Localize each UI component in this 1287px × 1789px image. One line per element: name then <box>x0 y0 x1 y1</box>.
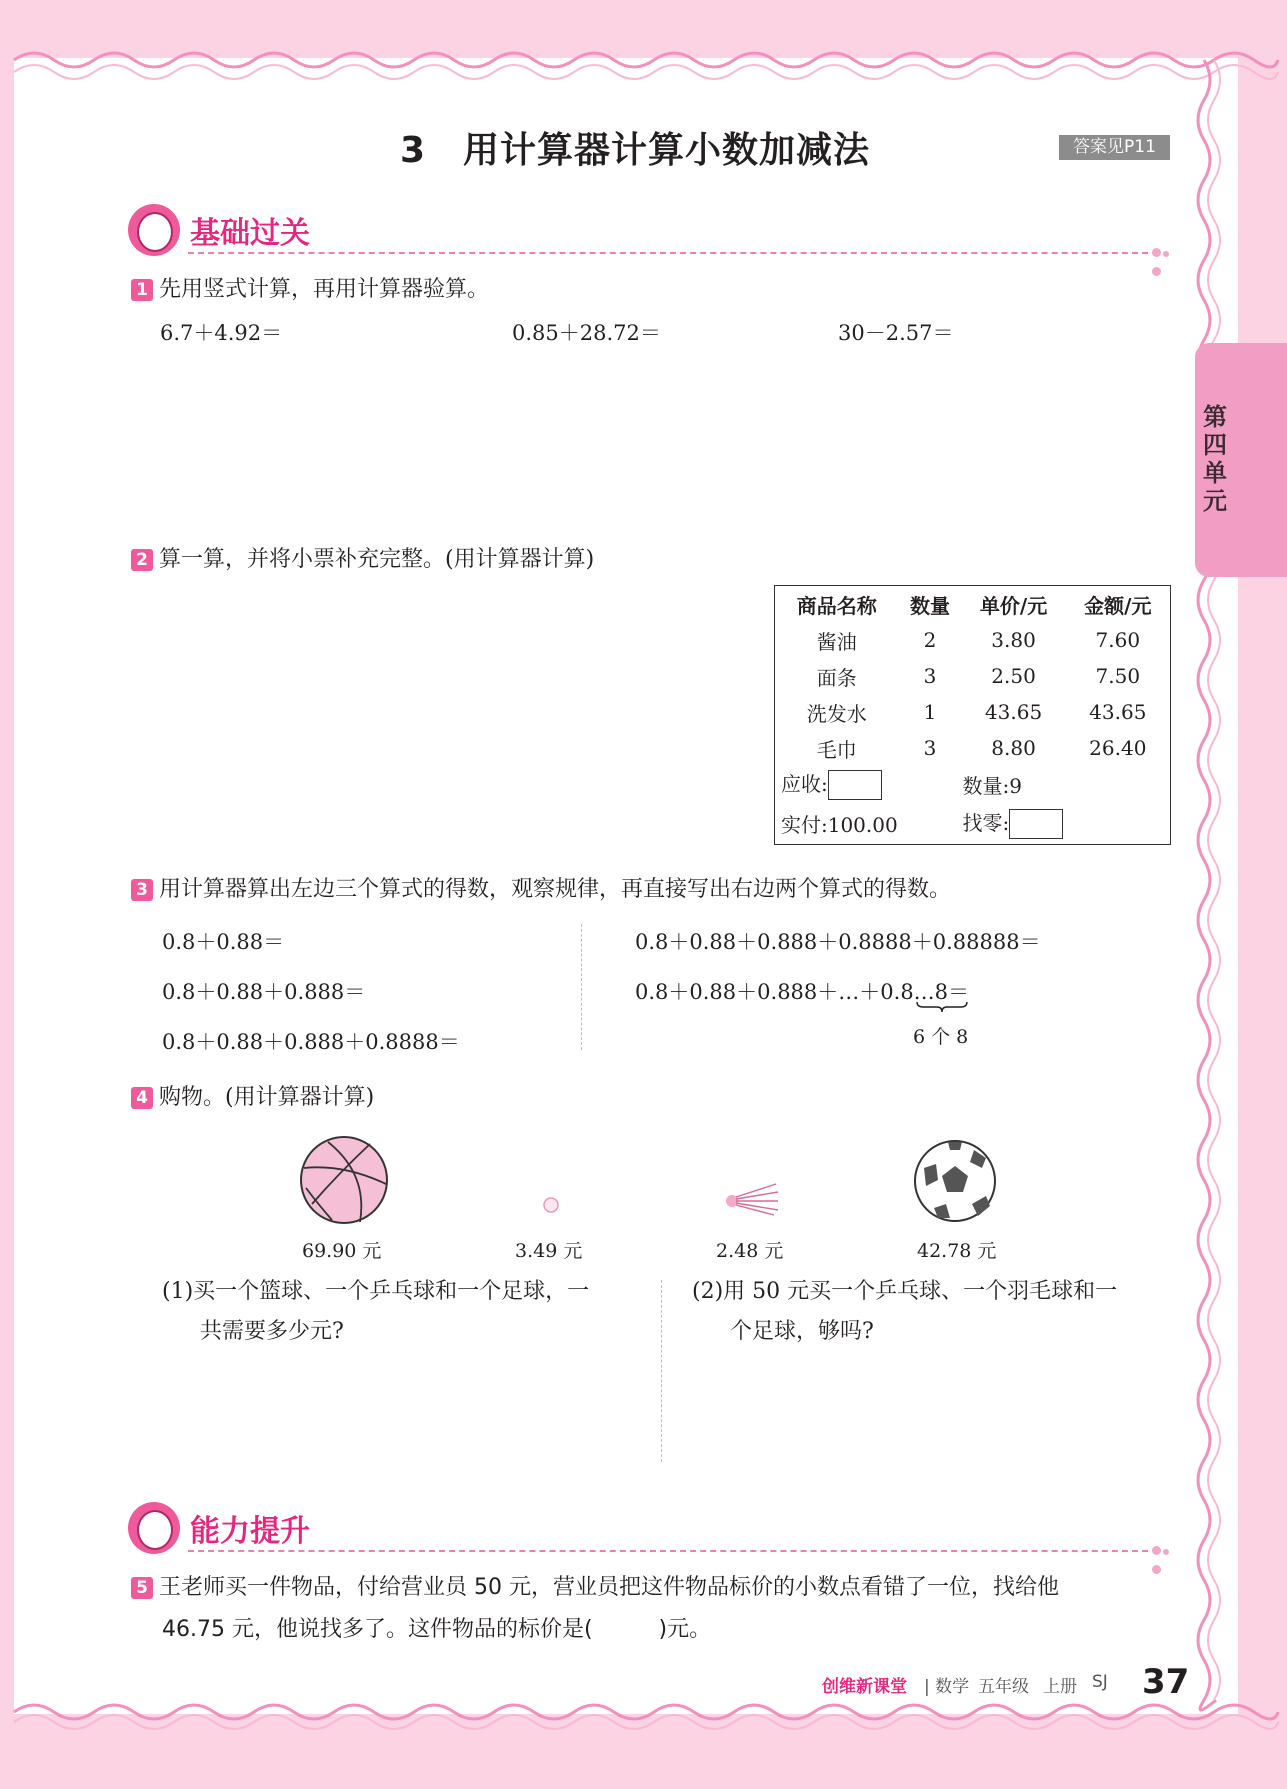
question-2-note: (用计算器计算) <box>445 547 595 572</box>
basketball-price: 69.90 元 <box>302 1240 382 1262</box>
item-amount: 7.50 <box>1095 664 1141 688</box>
column-header: 数量 <box>909 593 950 618</box>
question-3-text: 用计算器算出左边三个算式的得数，观察规律，再直接写出右边两个算式的得数。 <box>159 877 952 902</box>
due-answer-box[interactable] <box>828 770 882 800</box>
paid-label: 实付:100.00 <box>781 812 898 837</box>
footer-subject: | 数学 <box>924 1677 970 1697</box>
item-quantity: 2 <box>923 628 937 652</box>
question-4-note: (用计算器计算) <box>225 1085 375 1110</box>
section-header-basic <box>128 204 1173 264</box>
q4-sub-question-1-line-1: (1)买一个篮球、一个乒乓球和一个足球，一 <box>162 1279 590 1304</box>
receipt-table <box>774 585 1171 845</box>
question-1 <box>131 272 489 303</box>
column-divider <box>661 1280 662 1462</box>
shuttlecock-icon <box>724 1180 780 1216</box>
table-row <box>775 658 1171 694</box>
change-answer-box[interactable] <box>1009 809 1063 839</box>
monkey-mascot-icon <box>128 1502 180 1554</box>
q3-left-expression-2: 0.8＋0.88＋0.888＝ <box>162 980 366 1004</box>
item-unit-price: 8.80 <box>991 736 1036 760</box>
column-header: 金额/元 <box>1084 593 1152 618</box>
decorative-dots-icon <box>1152 242 1173 280</box>
receipt-paid-row <box>775 802 1171 845</box>
question-1-text: 先用竖式计算，再用计算器验算。 <box>159 277 490 302</box>
question-number-badge: 4 <box>131 1087 153 1109</box>
question-2 <box>131 542 594 573</box>
q3-left-expression-3: 0.8＋0.88＋0.888＋0.8888＝ <box>162 1030 460 1054</box>
question-5 <box>131 1570 1181 1601</box>
question-2-text: 算一算，并将小票补充完整。 <box>159 547 446 572</box>
q4-sub-question-2-line-2: 个足球，够吗? <box>730 1319 874 1344</box>
underbrace-icon <box>915 1000 969 1014</box>
section-divider <box>188 252 1148 254</box>
item-quantity: 3 <box>923 736 937 760</box>
q3-right-expression-2-prefix: 0.8＋0.88＋0.888＋…＋ <box>635 980 881 1004</box>
q3-right-expression-1: 0.8＋0.88＋0.888＋0.8888＋0.88888＝ <box>635 930 1041 954</box>
unit-side-tab-label: 第四单元 <box>1203 403 1227 515</box>
question-5-line-1: 王老师买一件物品，付给营业员 50 元，营业员把这件物品标价的小数点看错了一位，找给他 <box>159 1575 1059 1600</box>
q4-sub-question-2-line-1: (2)用 50 元买一个乒乓球、一个羽毛球和一 <box>692 1279 1118 1304</box>
footer-volume: 上册 <box>1043 1677 1077 1697</box>
receipt-header-row <box>775 586 1171 623</box>
section-divider <box>188 1550 1148 1552</box>
monkey-mascot-icon <box>128 204 180 256</box>
q3-repeated-term: 0.8…8 <box>880 980 949 1004</box>
item-name: 酱油 <box>816 629 857 654</box>
item-amount: 26.40 <box>1089 736 1147 760</box>
item-name: 洗发水 <box>806 701 867 726</box>
football-icon <box>912 1138 998 1224</box>
table-row <box>775 730 1171 766</box>
question-5-line-2: 46.75 元，他说找多了。这件物品的标价是( )元。 <box>162 1617 712 1642</box>
ping-pong-ball-icon <box>542 1196 560 1214</box>
column-divider <box>581 924 582 1050</box>
count-label: 数量:9 <box>962 773 1022 798</box>
basketball-icon <box>298 1134 390 1226</box>
football-price: 42.78 元 <box>917 1240 997 1262</box>
q1-expression-2: 0.85＋28.72＝ <box>512 321 661 345</box>
q3-left-expression-1: 0.8＋0.88＝ <box>162 930 285 954</box>
question-number-badge: 2 <box>131 549 153 571</box>
question-number-badge: 3 <box>131 879 153 901</box>
item-unit-price: 43.65 <box>984 700 1043 724</box>
item-name: 毛巾 <box>816 737 857 762</box>
column-header: 单价/元 <box>979 593 1048 618</box>
shuttlecock-price: 2.48 元 <box>716 1240 784 1262</box>
table-row <box>775 622 1171 658</box>
section-title-advanced: 能力提升 <box>190 1514 310 1549</box>
question-3 <box>131 872 951 903</box>
answer-reference-badge: 答案见P11 <box>1059 135 1170 160</box>
footer-brand: 创维新课堂 <box>822 1677 907 1697</box>
question-number-badge: 1 <box>131 279 153 301</box>
q1-expression-3: 30－2.57＝ <box>838 321 954 345</box>
unit-side-tab <box>1195 343 1287 577</box>
question-number-badge: 5 <box>131 1577 153 1599</box>
column-header: 商品名称 <box>796 593 877 618</box>
footer-edition: SJ <box>1092 1672 1108 1692</box>
item-unit-price: 3.80 <box>991 628 1036 652</box>
item-quantity: 3 <box>923 664 937 688</box>
table-row <box>775 694 1171 730</box>
ping-pong-price: 3.49 元 <box>515 1240 583 1262</box>
item-quantity: 1 <box>923 700 937 724</box>
q1-expression-1: 6.7＋4.92＝ <box>160 321 283 345</box>
due-label: 应收: <box>781 771 828 796</box>
section-header-advanced <box>128 1502 1173 1562</box>
page-number: 37 <box>1142 1662 1190 1702</box>
item-amount: 43.65 <box>1089 700 1147 724</box>
item-amount: 7.60 <box>1095 628 1141 652</box>
question-4 <box>131 1080 374 1111</box>
item-unit-price: 2.50 <box>991 664 1036 688</box>
q3-right-expression-2-suffix: ＝ <box>948 980 970 1004</box>
footer-grade: 五年级 <box>978 1677 1029 1697</box>
change-label: 找零: <box>962 810 1010 835</box>
page-title: 3 用计算器计算小数加减法 <box>400 130 871 171</box>
item-name: 面条 <box>816 665 857 690</box>
q4-sub-question-1-line-2: 共需要多少元? <box>200 1319 344 1344</box>
section-title-basic: 基础过关 <box>190 216 310 251</box>
footer-subject-text: 数学 <box>935 1677 970 1697</box>
receipt-due-row <box>775 766 1171 802</box>
brace-label: 6 个 8 <box>913 1026 969 1048</box>
question-4-text: 购物。 <box>159 1085 226 1110</box>
